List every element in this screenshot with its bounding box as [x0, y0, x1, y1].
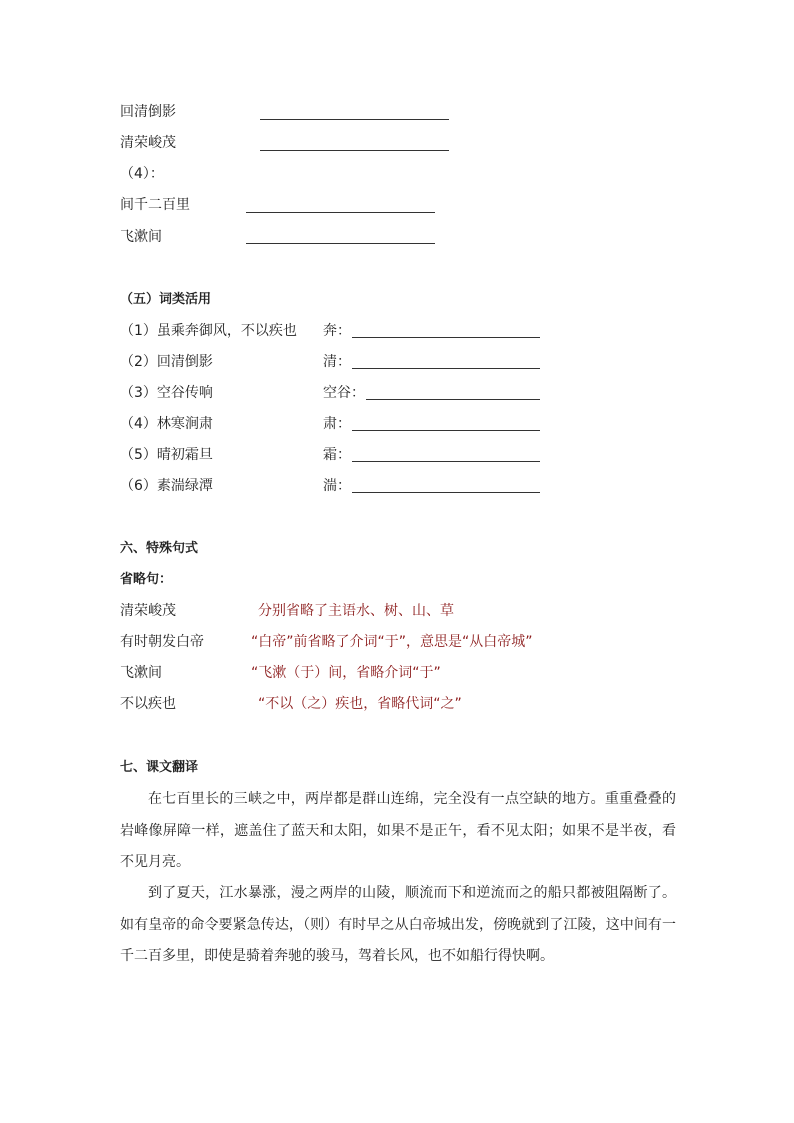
- sentence-text: 飞漱间: [120, 665, 162, 681]
- word-label: 霜：: [323, 447, 351, 463]
- answer-blank[interactable]: [246, 212, 435, 213]
- word-label: 湍：: [323, 478, 351, 494]
- sub-label: （4）：: [120, 166, 164, 182]
- explanation-note: “白帝”前省略了介词“于”，意思是“从白帝城”: [251, 634, 533, 650]
- answer-blank[interactable]: [260, 150, 449, 151]
- sentence-text: 清荣峻茂: [120, 603, 176, 619]
- sentence-text: 有时朝发白帝: [120, 634, 204, 650]
- term-label: 间千二百里: [120, 197, 190, 213]
- word-label: 空谷：: [323, 385, 365, 401]
- word-label: 清：: [323, 354, 351, 370]
- answer-blank[interactable]: [352, 430, 540, 431]
- sentence-text: （3）空谷传响: [120, 385, 213, 401]
- answer-blank[interactable]: [352, 368, 540, 369]
- answer-blank[interactable]: [366, 399, 540, 400]
- answer-blank[interactable]: [246, 243, 435, 244]
- sentence-text: （1）虽乘奔御风，不以疾也: [120, 323, 297, 339]
- explanation-note: “不以（之）疾也，省略代词“之”: [258, 696, 462, 712]
- section-heading: 六、特殊句式: [120, 541, 199, 556]
- answer-blank[interactable]: [352, 492, 540, 493]
- translation-paragraph: 在七百里长的三峡之中，两岸都是群山连绵，完全没有一点空缺的地方。重重叠叠的岩峰像屏障一样，遮盖住了蓝天和太阳，如果不是正午，看不见太阳；如果不是半夜，看不见月亮。: [120, 791, 676, 870]
- explanation-note: 分别省略了主语水、树、山、草: [258, 603, 454, 619]
- sentence-text: 不以疾也: [120, 696, 176, 712]
- sentence-text: （6）素湍绿潭: [120, 478, 213, 494]
- word-label: 奔：: [323, 323, 351, 339]
- section-heading: 七、课文翻译: [120, 760, 199, 775]
- sentence-text: （5）晴初霜旦: [120, 447, 213, 463]
- subheading: 省略句：: [120, 572, 173, 587]
- sentence-text: （4）林寒涧肃: [120, 416, 213, 432]
- word-label: 肃：: [323, 416, 351, 432]
- answer-blank[interactable]: [352, 461, 540, 462]
- answer-blank[interactable]: [260, 119, 449, 120]
- explanation-note: “飞漱（于）间，省略介词“于”: [251, 665, 441, 681]
- section-heading: （五）词类活用: [120, 292, 212, 307]
- answer-blank[interactable]: [352, 337, 540, 338]
- term-label: 回清倒影: [120, 104, 176, 120]
- translation-paragraph: 到了夏天，江水暴涨，漫之两岸的山陵，顺流而下和逆流而之的船只都被阻隔断了。如有皇帝的命令要紧急传达，（则）有时早之从白帝城出发，傍晚就到了江陵，这中间有一千二百多里，即使是骑着奔驰的骏马，驾着长风，也不如船行得快啊。: [120, 885, 676, 964]
- term-label: 飞漱间: [120, 229, 162, 245]
- term-label: 清荣峻茂: [120, 135, 176, 151]
- sentence-text: （2）回清倒影: [120, 354, 213, 370]
